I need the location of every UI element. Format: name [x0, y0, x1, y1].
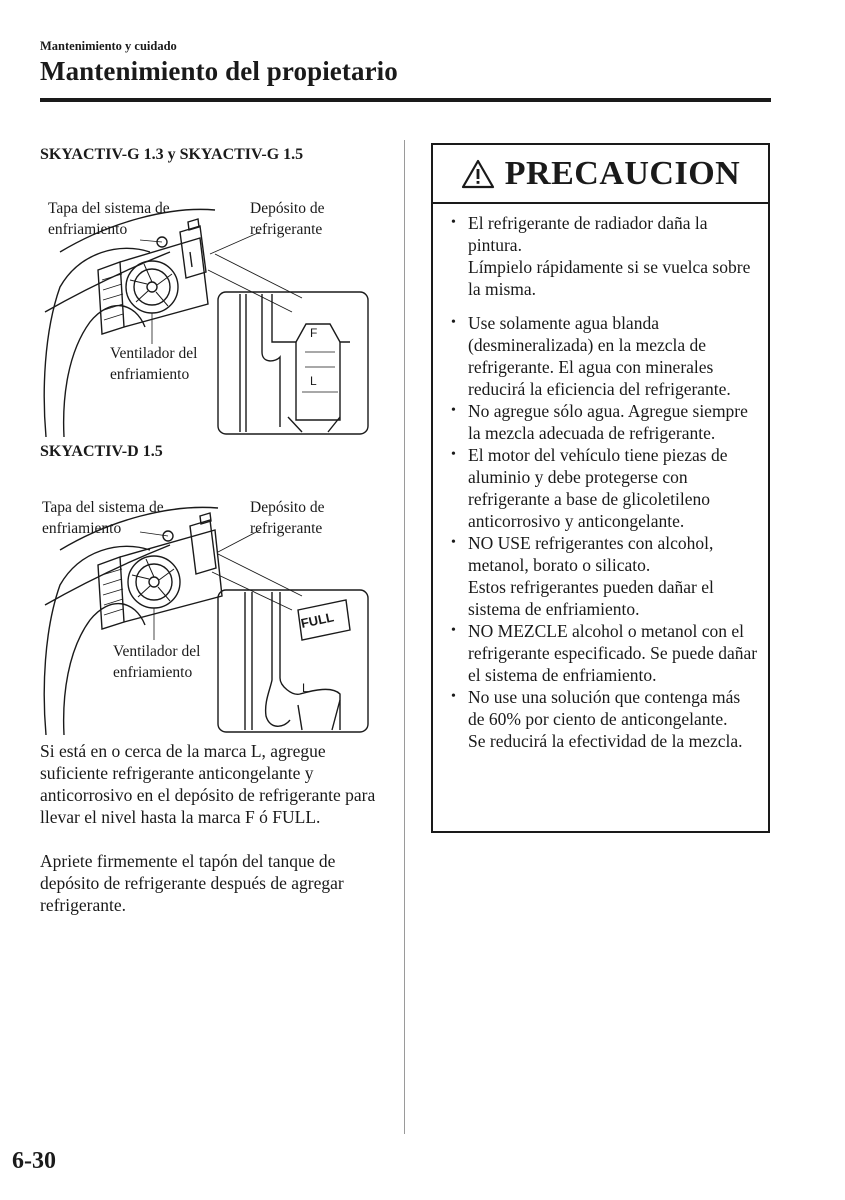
figure-2-label-cap: Tapa del sistema de enfriamiento [42, 499, 164, 537]
paragraph-tighten-cap: Apriete firmemente el tapón del tanque de depósito de refrigerante después de agregar refrigerante. [40, 851, 344, 915]
caution-item: • No agregue sólo agua. Agregue siempre la mezcla adecuada de refrigerante. [449, 400, 758, 444]
figure-1-label-fan: Ventilador del enfriamiento [110, 345, 198, 383]
detail-mark-f: F [310, 326, 318, 340]
caution-item: • NO MEZCLE alcohol o metanol con el refrigerante especificado. Se puede dañar el sistema de enfriamiento. [449, 620, 758, 686]
figure-1-heading: SKYACTIV-G 1.3 y SKYACTIV-G 1.5 [40, 146, 304, 163]
figure-1-label-cap: Tapa del sistema de enfriamiento [48, 200, 170, 238]
caution-title: PRECAUCION [504, 154, 741, 192]
section-label: Mantenimiento y cuidado [40, 39, 177, 53]
figure-2-label-fan: Ventilador del enfriamiento [113, 643, 201, 681]
caution-header [433, 145, 768, 204]
caution-list [433, 204, 768, 752]
column-divider [404, 140, 405, 1134]
page-number: 6-30 [12, 1148, 56, 1174]
page-title: Mantenimiento del propietario [40, 56, 398, 86]
caution-item: • No use una solución que contenga más de 60% por ciento de anticongelante. Se reducirá la efectividad de la mezcla. [449, 686, 758, 752]
caution-item: • Use solamente agua blanda (desmineralizada) en la mezcla de refrigerante. El agua con minerales reducirá la eficiencia del refrigerante. [449, 312, 758, 400]
figure-2-label-reservoir: Depósito de refrigerante [250, 499, 325, 537]
detail-mark-full: FULL [299, 609, 336, 631]
detail-mark-l: L [310, 374, 317, 388]
caution-box [431, 143, 770, 833]
title-rule [40, 98, 771, 102]
paragraph-refill: Si está en o cerca de la marca L, agregue suficiente refrigerante anticongelante y anticorrosivo en el depósito de refrigerante para llevar el nivel hasta la marca F ó FULL. [40, 741, 376, 827]
caution-item: • El refrigerante de radiador daña la pintura. Límpielo rápidamente si se vuelca sobre la misma. [449, 212, 758, 300]
caution-item: • NO USE refrigerantes con alcohol, metanol, borato o silicato. Estos refrigerantes pueden dañar el sistema de enfriamiento. [449, 532, 758, 620]
warning-triangle-icon [461, 159, 495, 189]
caution-item: • El motor del vehículo tiene piezas de aluminio y debe protegerse con refrigerante a base de glicoletileno anticorrosivo y anticongelante. [449, 444, 758, 532]
detail-mark-l: L [302, 681, 309, 695]
figure-1-label-reservoir: Depósito de refrigerante [250, 200, 325, 238]
figure-2-heading: SKYACTIV-D 1.5 [40, 443, 163, 460]
